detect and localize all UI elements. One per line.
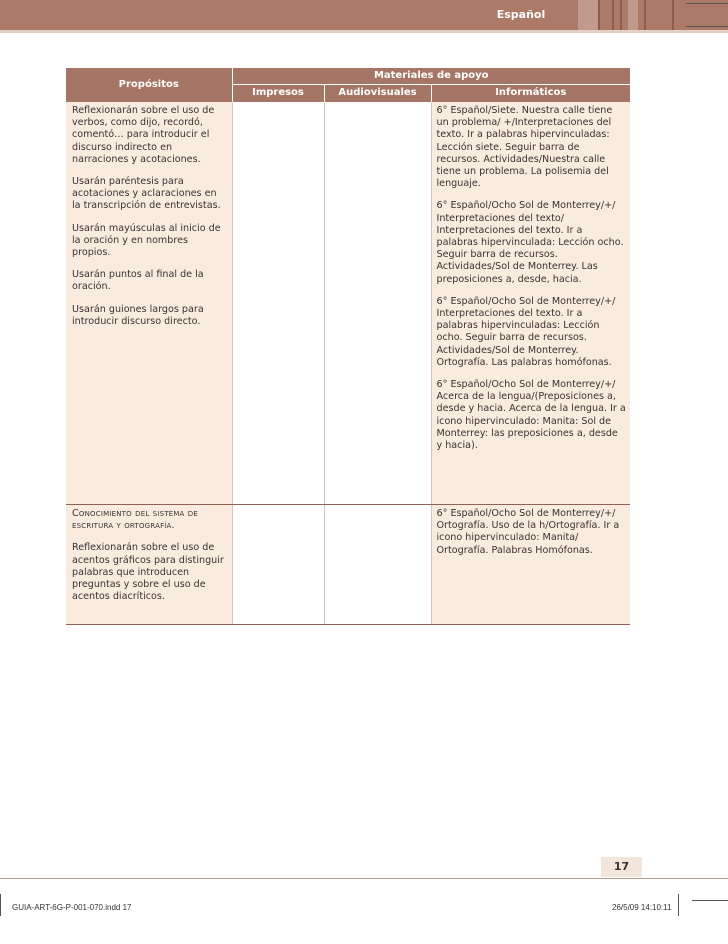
header-audiovisuales: Audiovisuales — [324, 85, 431, 103]
informatico-text: 6° Español/Ocho Sol de Monterrey/+/ Interpretaciones del texto. Ir a palabras hipervinculadas: Lección ocho. Seguir barra de recursos. Actividades/Sol de Monterrey. Ortografía. Las palabras homófonas. — [436, 295, 616, 368]
header-divider — [620, 0, 622, 30]
proposito-text: Usarán puntos al final de la oración. — [72, 269, 204, 293]
table-row — [66, 102, 630, 505]
informatico-text: 6° Español/Ocho Sol de Monterrey/+/ Acerca de la lengua/(Preposiciones a, desde y hacia. Acerca de la lengua. Ir a icono hipervinculado: Manita: Sol de Monterrey: las preposiciones a, desde y hacia). — [436, 379, 626, 452]
audiovisuales-cell — [324, 102, 431, 505]
header-divider — [612, 0, 614, 30]
header-materiales: Materiales de apoyo — [232, 68, 630, 85]
page-number: 17 — [601, 857, 642, 877]
proposito-text: Reflexionarán sobre el uso de acentos gráficos para distinguir palabras que introducen preguntas y sobre el uso de acentos diacríticos. — [72, 542, 224, 603]
informatico-text: 6° Español/Ocho Sol de Monterrey/+/ Interpretaciones del texto/ Interpretaciones del texto. Ir a palabras hipervinculada: Lección ocho. Seguir barra de recursos. Actividades/Sol de Monterrey. Las preposiciones a, desde, hacia. — [436, 200, 624, 285]
proposito-text: Usarán paréntesis para acotaciones y aclaraciones en la transcripción de entrevistas. — [72, 176, 221, 212]
header-stripe — [628, 0, 638, 30]
propositos-cell — [66, 102, 232, 505]
slug-timestamp: 26/5/09 14:10:11 — [612, 903, 672, 912]
audiovisuales-cell — [324, 505, 431, 625]
header-divider — [644, 0, 646, 30]
crop-mark — [678, 894, 679, 916]
informatico-text: 6° Español/Siete. Nuestra calle tiene un problema/ +/Interpretaciones del texto. Ir a palabras hipervinculadas: Lección siete. Seguir barra de recursos. Actividades/Nuestra calle tiene un problema. La polisemia del lenguaje. — [436, 105, 613, 190]
proposito-text: Usarán mayúsculas al inicio de la oración y en nombres propios. — [72, 222, 221, 259]
crop-mark — [686, 26, 728, 27]
crop-mark — [0, 894, 1, 916]
materials-table — [66, 68, 630, 625]
header-propositos: Propósitos — [66, 68, 232, 102]
section-title: Español — [496, 8, 546, 21]
table-row — [66, 505, 630, 625]
header-divider — [598, 0, 600, 30]
informatico-text: 6° Español/Ocho Sol de Monterrey/+/ Ortografía. Uso de la h/Ortografía. Ir a icono hipervinculado: Manita/ Ortografía. Palabras Homófonas. — [436, 508, 620, 556]
proposito-text: Reflexionarán sobre el uso de verbos, como dijo, recordó, comentó… para introducir el discurso indirecto en narraciones y acotaciones. — [72, 105, 215, 165]
header-impresos: Impresos — [232, 85, 324, 103]
crop-mark — [692, 900, 728, 901]
crop-mark — [686, 3, 728, 4]
informaticos-cell — [431, 505, 630, 625]
slug-filename: GUIA-ART-6G-P-001-070.indd 17 — [12, 903, 132, 912]
header-stripe — [578, 0, 598, 30]
impresos-cell — [232, 102, 324, 505]
impresos-cell — [232, 505, 324, 625]
header-band — [0, 0, 728, 30]
header-informaticos: Informáticos — [431, 85, 630, 103]
propositos-cell — [66, 505, 232, 625]
header-divider — [672, 0, 674, 30]
proposito-text: Usarán guiones largos para introducir discurso directo. — [72, 303, 204, 327]
header-rule — [0, 30, 728, 33]
footer-rule — [0, 878, 728, 879]
informaticos-cell — [431, 102, 630, 505]
section-heading: Conocimiento del sistema de escritura y ortografía. — [72, 508, 199, 532]
